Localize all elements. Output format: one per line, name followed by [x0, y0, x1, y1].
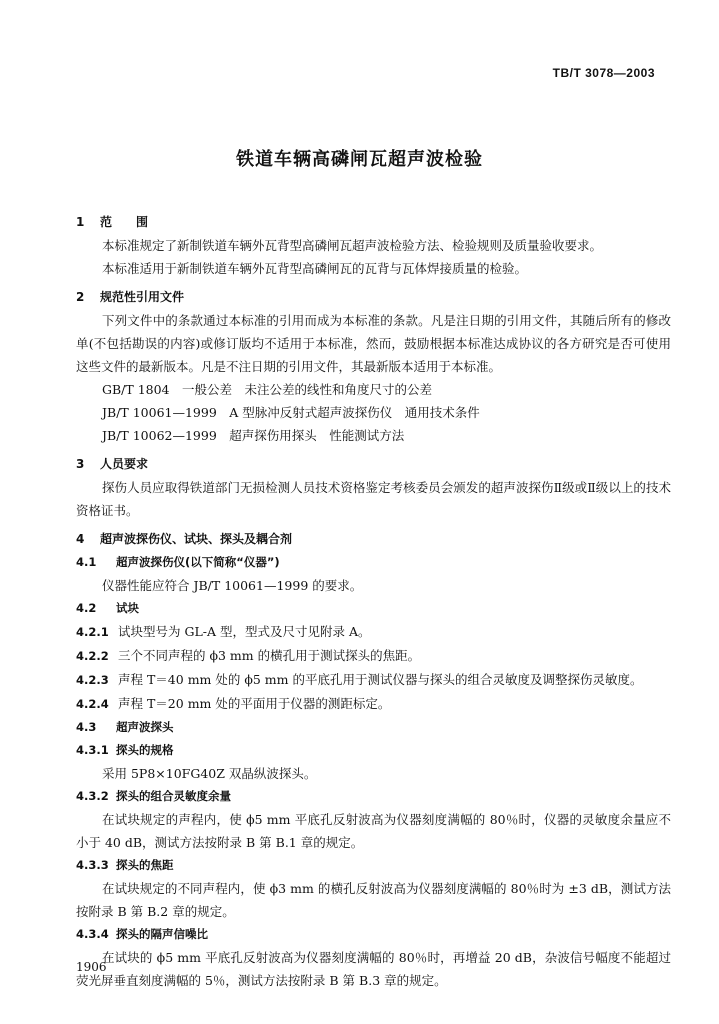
reference-item: JB/T 10061—1999 A 型脉冲反射式超声波探伤仪 通用技术条件	[102, 405, 480, 420]
clause-number: 4.2.4	[76, 697, 109, 711]
subsection-number: 4.3.4	[76, 927, 109, 941]
clause-4-2-3	[76, 668, 671, 692]
standard-number: TB/T 3078—2003	[552, 66, 655, 80]
subsection-number: 4.3.2	[76, 789, 109, 803]
subsection-4-3-heading	[76, 716, 671, 739]
subsection-4-3-1-heading	[76, 739, 671, 762]
subsection-number: 4.3	[76, 720, 97, 734]
subsection-number: 4.3.3	[76, 858, 109, 872]
document-title: 铁道车辆高磷闸瓦超声波检验	[236, 149, 483, 170]
page-number: 1906	[76, 960, 107, 974]
clause-4-2-4	[76, 692, 671, 716]
section-number: 2	[76, 290, 85, 304]
paragraph: 在试块的 ϕ5 mm 平底孔反射波高为仪器刻度满幅的 80％时，再增益 20 dB，杂波信号幅度不能超过荧光屏垂直刻度满幅的 5％，测试方法按附录 B 第 B.3 章的规定。	[76, 950, 671, 988]
paragraph: 在试块规定的声程内，使 ϕ5 mm 平底孔反射波高为仪器刻度满幅的 80％时，仪器的灵敏度余量应不小于 40 dB，测试方法按附录 B 第 B.1 章的规定。	[76, 812, 671, 850]
clause-4-2-2	[76, 644, 671, 668]
subsection-title: 探头的隔声信噪比	[116, 927, 208, 941]
clause-text: 三个不同声程的 ϕ3 mm 的横孔用于测试探头的焦距。	[118, 648, 421, 663]
section-number: 1	[76, 215, 85, 229]
subsection-title: 试块	[116, 601, 139, 615]
section-1-heading	[76, 211, 671, 234]
reference-item: GB/T 1804 一般公差 未注公差的线性和角度尺寸的公差	[102, 382, 433, 397]
section-2-heading	[76, 286, 671, 309]
section-title: 规范性引用文件	[100, 290, 185, 304]
document-body	[76, 205, 671, 992]
paragraph: 下列文件中的条款通过本标准的引用而成为本标准的条款。凡是注日期的引用文件，其随后所有的修改单(不包括勘误的内容)或修订版均不适用于本标准，然而，鼓励根据本标准达成协议的各方研究是否可使用这些文件的最新版本。凡是不注日期的引用文件，其最新版本适用于本标准。	[76, 313, 671, 374]
subsection-number: 4.2	[76, 601, 97, 615]
subsection-title: 探头的组合灵敏度余量	[116, 789, 231, 803]
section-title: 超声波探伤仪、试块、探头及耦合剂	[100, 532, 293, 546]
subsection-number: 4.3.1	[76, 743, 109, 757]
clause-number: 4.2.1	[76, 625, 109, 639]
clause-number: 4.2.3	[76, 673, 109, 687]
subsection-4-3-2-heading	[76, 785, 671, 808]
paragraph: 本标准适用于新制铁道车辆外瓦背型高磷闸瓦的瓦背与瓦体焊接质量的检验。	[102, 261, 528, 276]
subsection-4-2-heading	[76, 597, 671, 620]
clause-text: 声程 T＝20 mm 处的平面用于仪器的测距标定。	[118, 696, 391, 711]
paragraph: 本标准规定了新制铁道车辆外瓦背型高磷闸瓦超声波检验方法、检验规则及质量验收要求。	[102, 238, 603, 253]
subsection-title: 超声波探伤仪(以下简称“仪器”)	[116, 555, 280, 569]
paragraph: 采用 5P8×10FG40Z 双晶纵波探头。	[102, 766, 317, 781]
reference-item: JB/T 10062—1999 超声探伤用探头 性能测试方法	[102, 428, 405, 443]
section-number: 4	[76, 532, 85, 546]
subsection-4-3-3-heading	[76, 854, 671, 877]
subsection-4-1-heading	[76, 551, 671, 574]
subsection-4-3-4-heading	[76, 923, 671, 946]
subsection-title: 探头的规格	[116, 743, 174, 757]
section-title: 人员要求	[100, 457, 149, 471]
clause-number: 4.2.2	[76, 649, 109, 663]
subsection-number: 4.1	[76, 555, 97, 569]
paragraph: 仪器性能应符合 JB/T 10061—1999 的要求。	[102, 578, 363, 593]
paragraph: 在试块规定的不同声程内，使 ϕ3 mm 的横孔反射波高为仪器刻度满幅的 80％时为 ±3 dB，测试方法按附录 B 第 B.2 章的规定。	[76, 881, 671, 919]
subsection-title: 探头的焦距	[116, 858, 174, 872]
clause-text: 声程 T＝40 mm 处的 ϕ5 mm 的平底孔用于测试仪器与探头的组合灵敏度及调整探伤灵敏度。	[118, 672, 643, 687]
clause-text: 试块型号为 GL-A 型，型式及尺寸见附录 A。	[118, 624, 371, 639]
paragraph: 探伤人员应取得铁道部门无损检测人员技术资格鉴定考核委员会颁发的超声波探伤Ⅱ级或Ⅱ级以上的技术资格证书。	[76, 480, 671, 518]
subsection-title: 超声波探头	[116, 720, 174, 734]
section-number: 3	[76, 457, 85, 471]
section-3-heading	[76, 453, 671, 476]
clause-4-2-1	[76, 620, 671, 644]
section-4-heading	[76, 528, 671, 551]
section-title: 范 围	[100, 215, 149, 229]
